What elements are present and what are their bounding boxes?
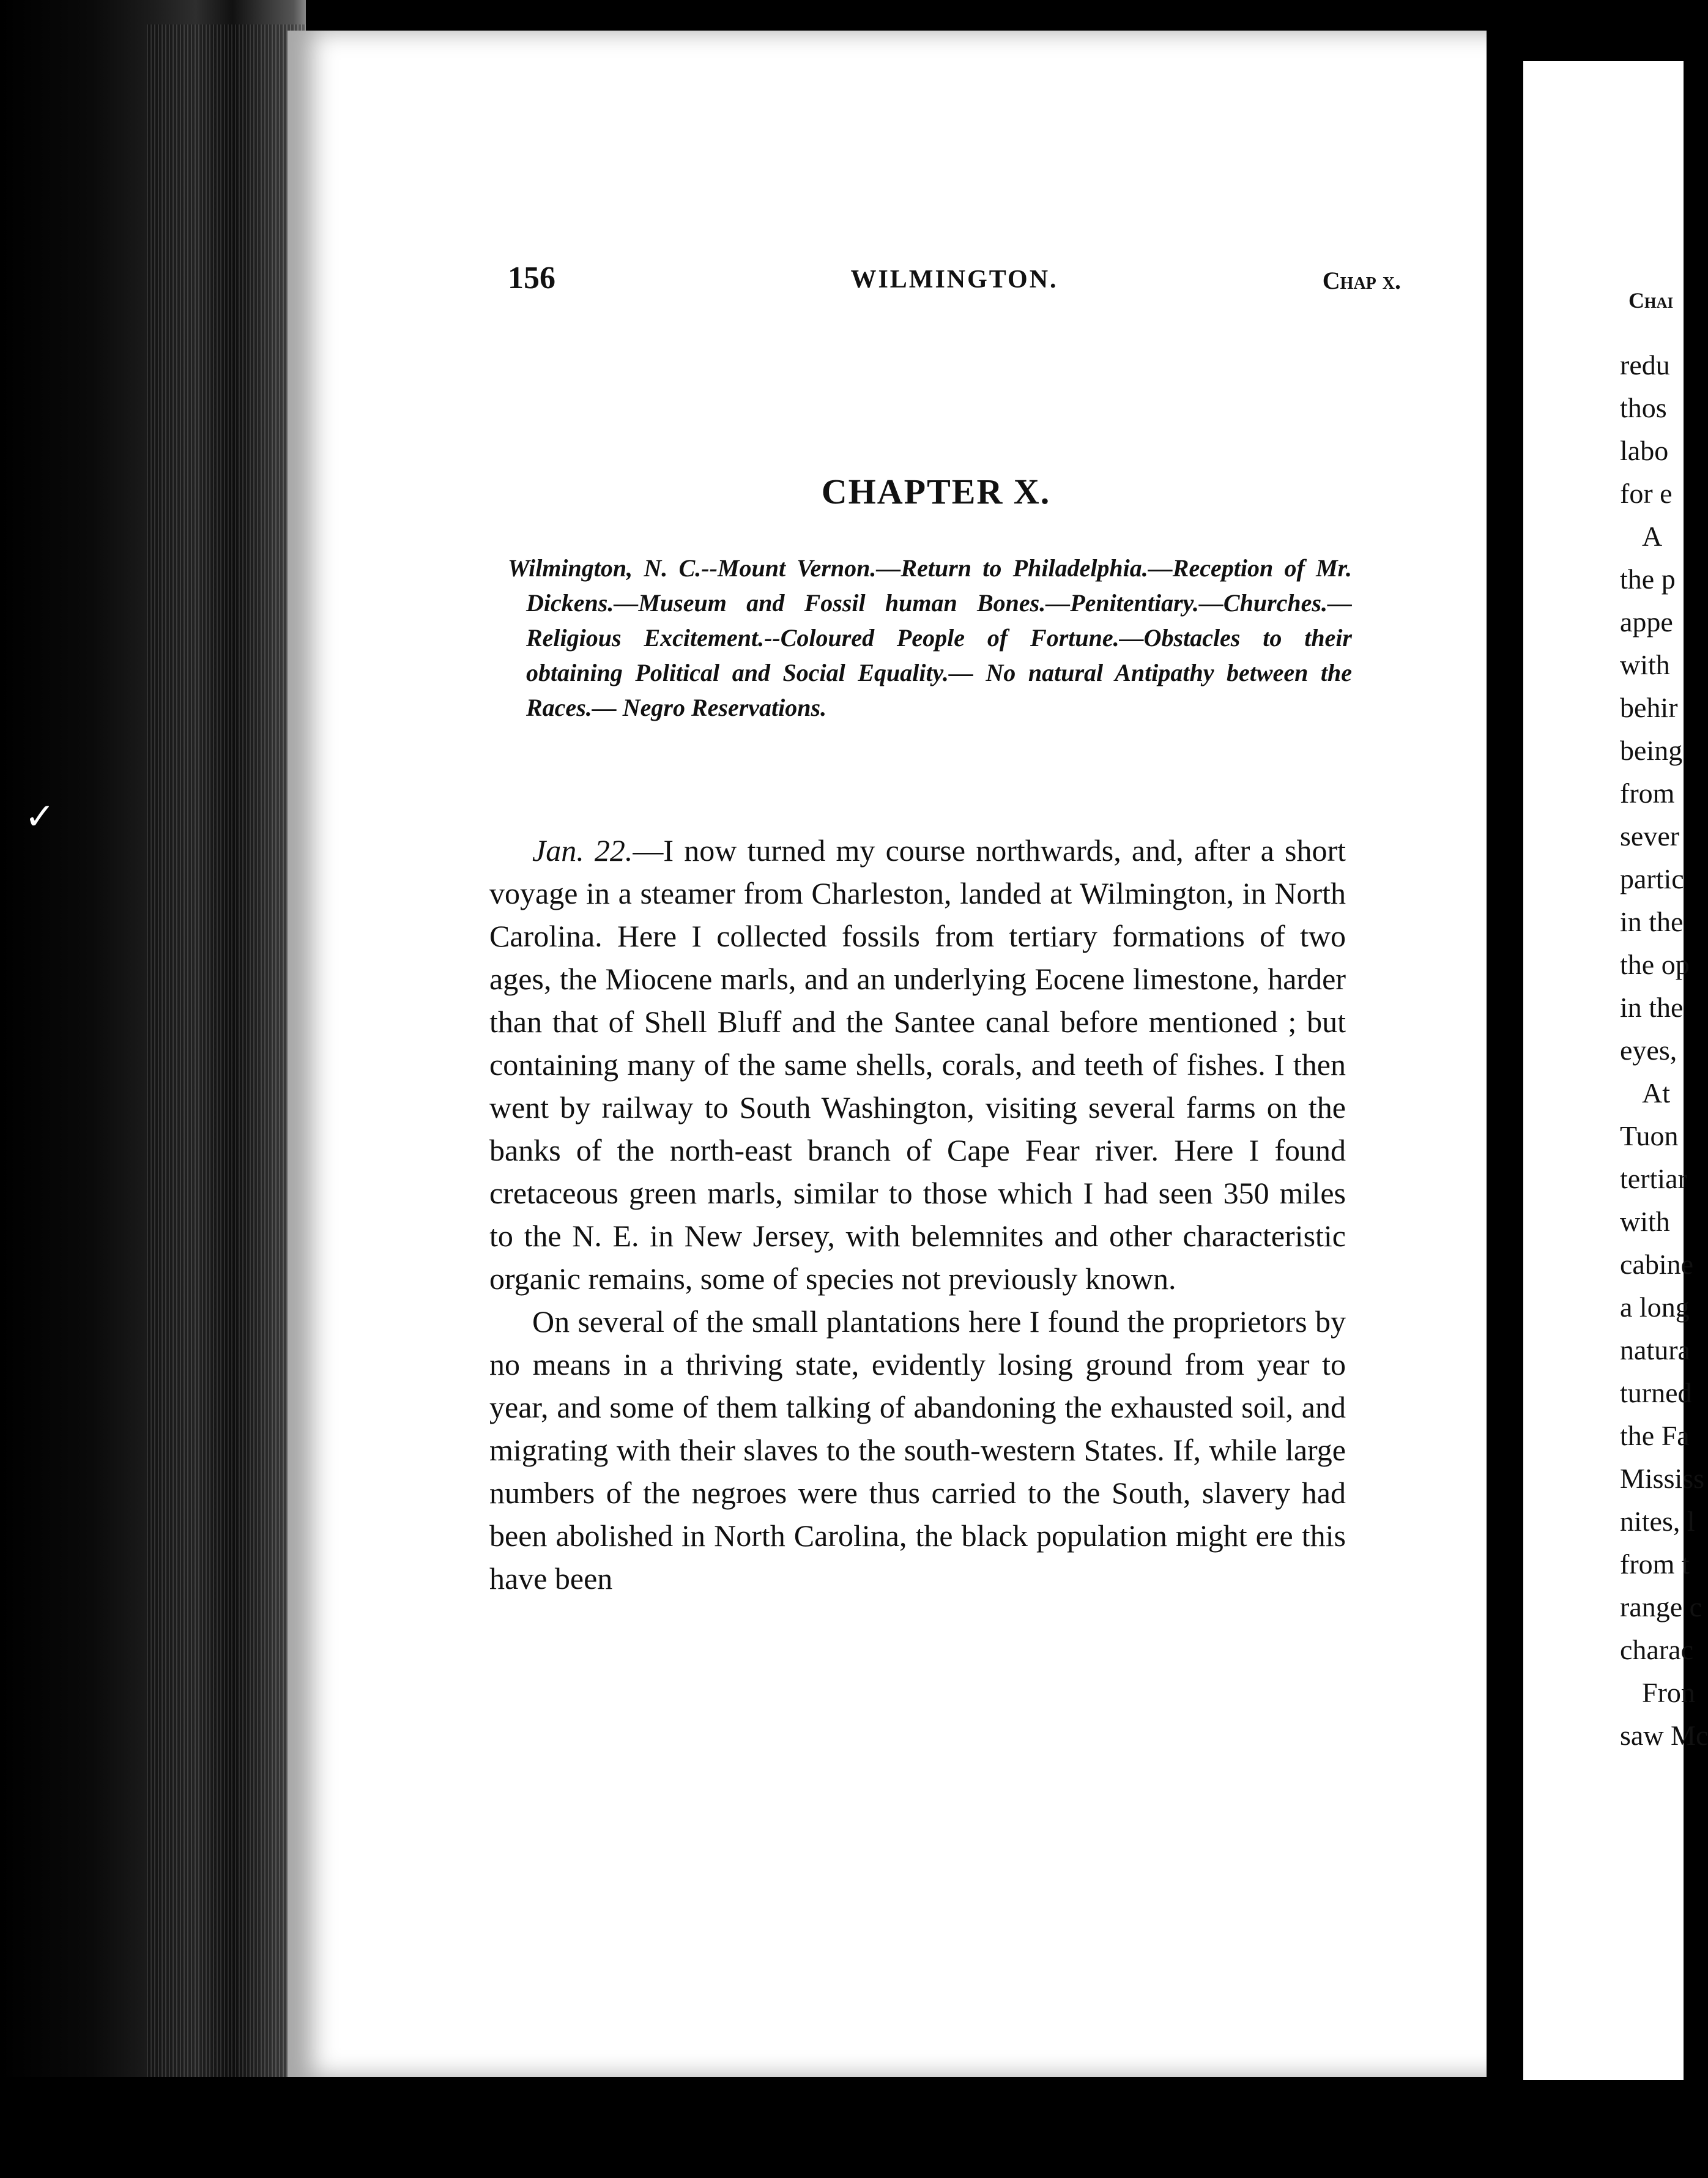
facing-page-line: from t — [1620, 1548, 1690, 1580]
facing-page-line: eyes, — [1620, 1035, 1677, 1066]
facing-page-line: with — [1620, 1206, 1670, 1237]
facing-page-line: cabine — [1620, 1249, 1694, 1280]
facing-page-line: being — [1620, 735, 1683, 766]
facing-page-line: partic — [1620, 863, 1684, 894]
facing-page-line: thos — [1620, 392, 1667, 423]
paragraph — [489, 829, 1346, 1300]
facing-page-line: the p — [1620, 563, 1676, 595]
facing-page-line: behir — [1620, 692, 1678, 723]
date-lead: Jan. 22. — [532, 833, 633, 868]
facing-page-line: range c — [1620, 1591, 1702, 1622]
margin-mark: ✓ — [24, 797, 56, 837]
facing-page-line: redu — [1620, 349, 1670, 381]
scan-border — [0, 2077, 1684, 2178]
facing-page-line: turned — [1620, 1377, 1692, 1408]
running-title: WILMINGTON. — [850, 266, 1058, 294]
facing-page-line: At — [1642, 1077, 1670, 1109]
chapter-mark: Chap x. — [1322, 267, 1401, 294]
paragraph: On several of the small plantations here I found the proprietors by no means in a thriving state, evidently losing ground from year to year, and some of them talking of abandoning the exhausted soil, and migrating with their slaves to the south-western States. If, while large numbers of the negroes were thus carried to the South, slavery had been abolished in North Carolina, the black population might ere this have been — [489, 1304, 1346, 1596]
facing-page — [1523, 61, 1708, 2080]
facing-page-line: Tuon — [1620, 1120, 1679, 1151]
facing-page-line: in the — [1620, 906, 1684, 937]
facing-page-line: saw Mc — [1620, 1720, 1708, 1751]
page-number: 156 — [508, 261, 555, 295]
facing-page-line: Fron — [1642, 1677, 1695, 1708]
facing-page-line: from — [1620, 778, 1675, 809]
page-header — [508, 260, 1401, 303]
facing-page-line: for e — [1620, 478, 1673, 509]
facing-page-line: Mississ — [1620, 1463, 1705, 1494]
facing-page-line: sever — [1620, 820, 1680, 852]
chapter-title: CHAPTER X. — [821, 472, 1051, 511]
gutter — [1487, 0, 1523, 2178]
book-binding — [0, 0, 306, 2178]
facing-page-line: a long — [1620, 1292, 1690, 1323]
facing-page-line: the op — [1620, 949, 1690, 980]
facing-page-line: with — [1620, 649, 1670, 680]
facing-page-line: appe — [1620, 606, 1673, 637]
facing-page-line: in the — [1620, 992, 1684, 1023]
facing-page-line: labo — [1620, 435, 1669, 466]
facing-page-header: Chai — [1628, 288, 1674, 313]
facing-page-line: the Fa — [1620, 1420, 1690, 1451]
body-text — [489, 829, 1346, 1600]
facing-page-line: tertiar — [1620, 1163, 1687, 1194]
facing-page-line: natura — [1620, 1334, 1690, 1366]
facing-page-line: charac — [1620, 1634, 1693, 1665]
paragraph-text: —I now turned my course northwards, and, after a short voyage in a steamer from Charleston, landed at Wilmington, in North Carolina. Here I collected fossils from tertiary formations of two ages, the Miocene marls, and an underlying Eocene limestone, harder than that of Shell Bluff and the Santee canal before mentioned ; but containing many of the same shells, corals, and teeth of fishes. I then went by railway to South Washington, visiting several farms on the banks of the north-east branch of Cape Fear river. Here I found cretaceous green marls, similar to those which I had seen 350 miles to the N. E. in New Jersey, with belemnites and other characteristic organic remains, some of species not previously known. — [489, 833, 1346, 1296]
facing-page-line: A — [1642, 521, 1663, 552]
page-edges — [147, 24, 306, 2080]
facing-page-line: nites, l — [1620, 1506, 1695, 1537]
chapter-summary: Wilmington, N. C.--Mount Vernon.—Return to Philadelphia.—Reception of Mr. Dickens.—Museum and Fossil human Bones.—Penitentiary.—Churches.—Religious Excitement.--Coloured People of Fortune.—Obstacles to their obtaining Political and Social Equality.— No natural Antipathy between the Races.— Negro Reservations. — [508, 554, 1352, 721]
